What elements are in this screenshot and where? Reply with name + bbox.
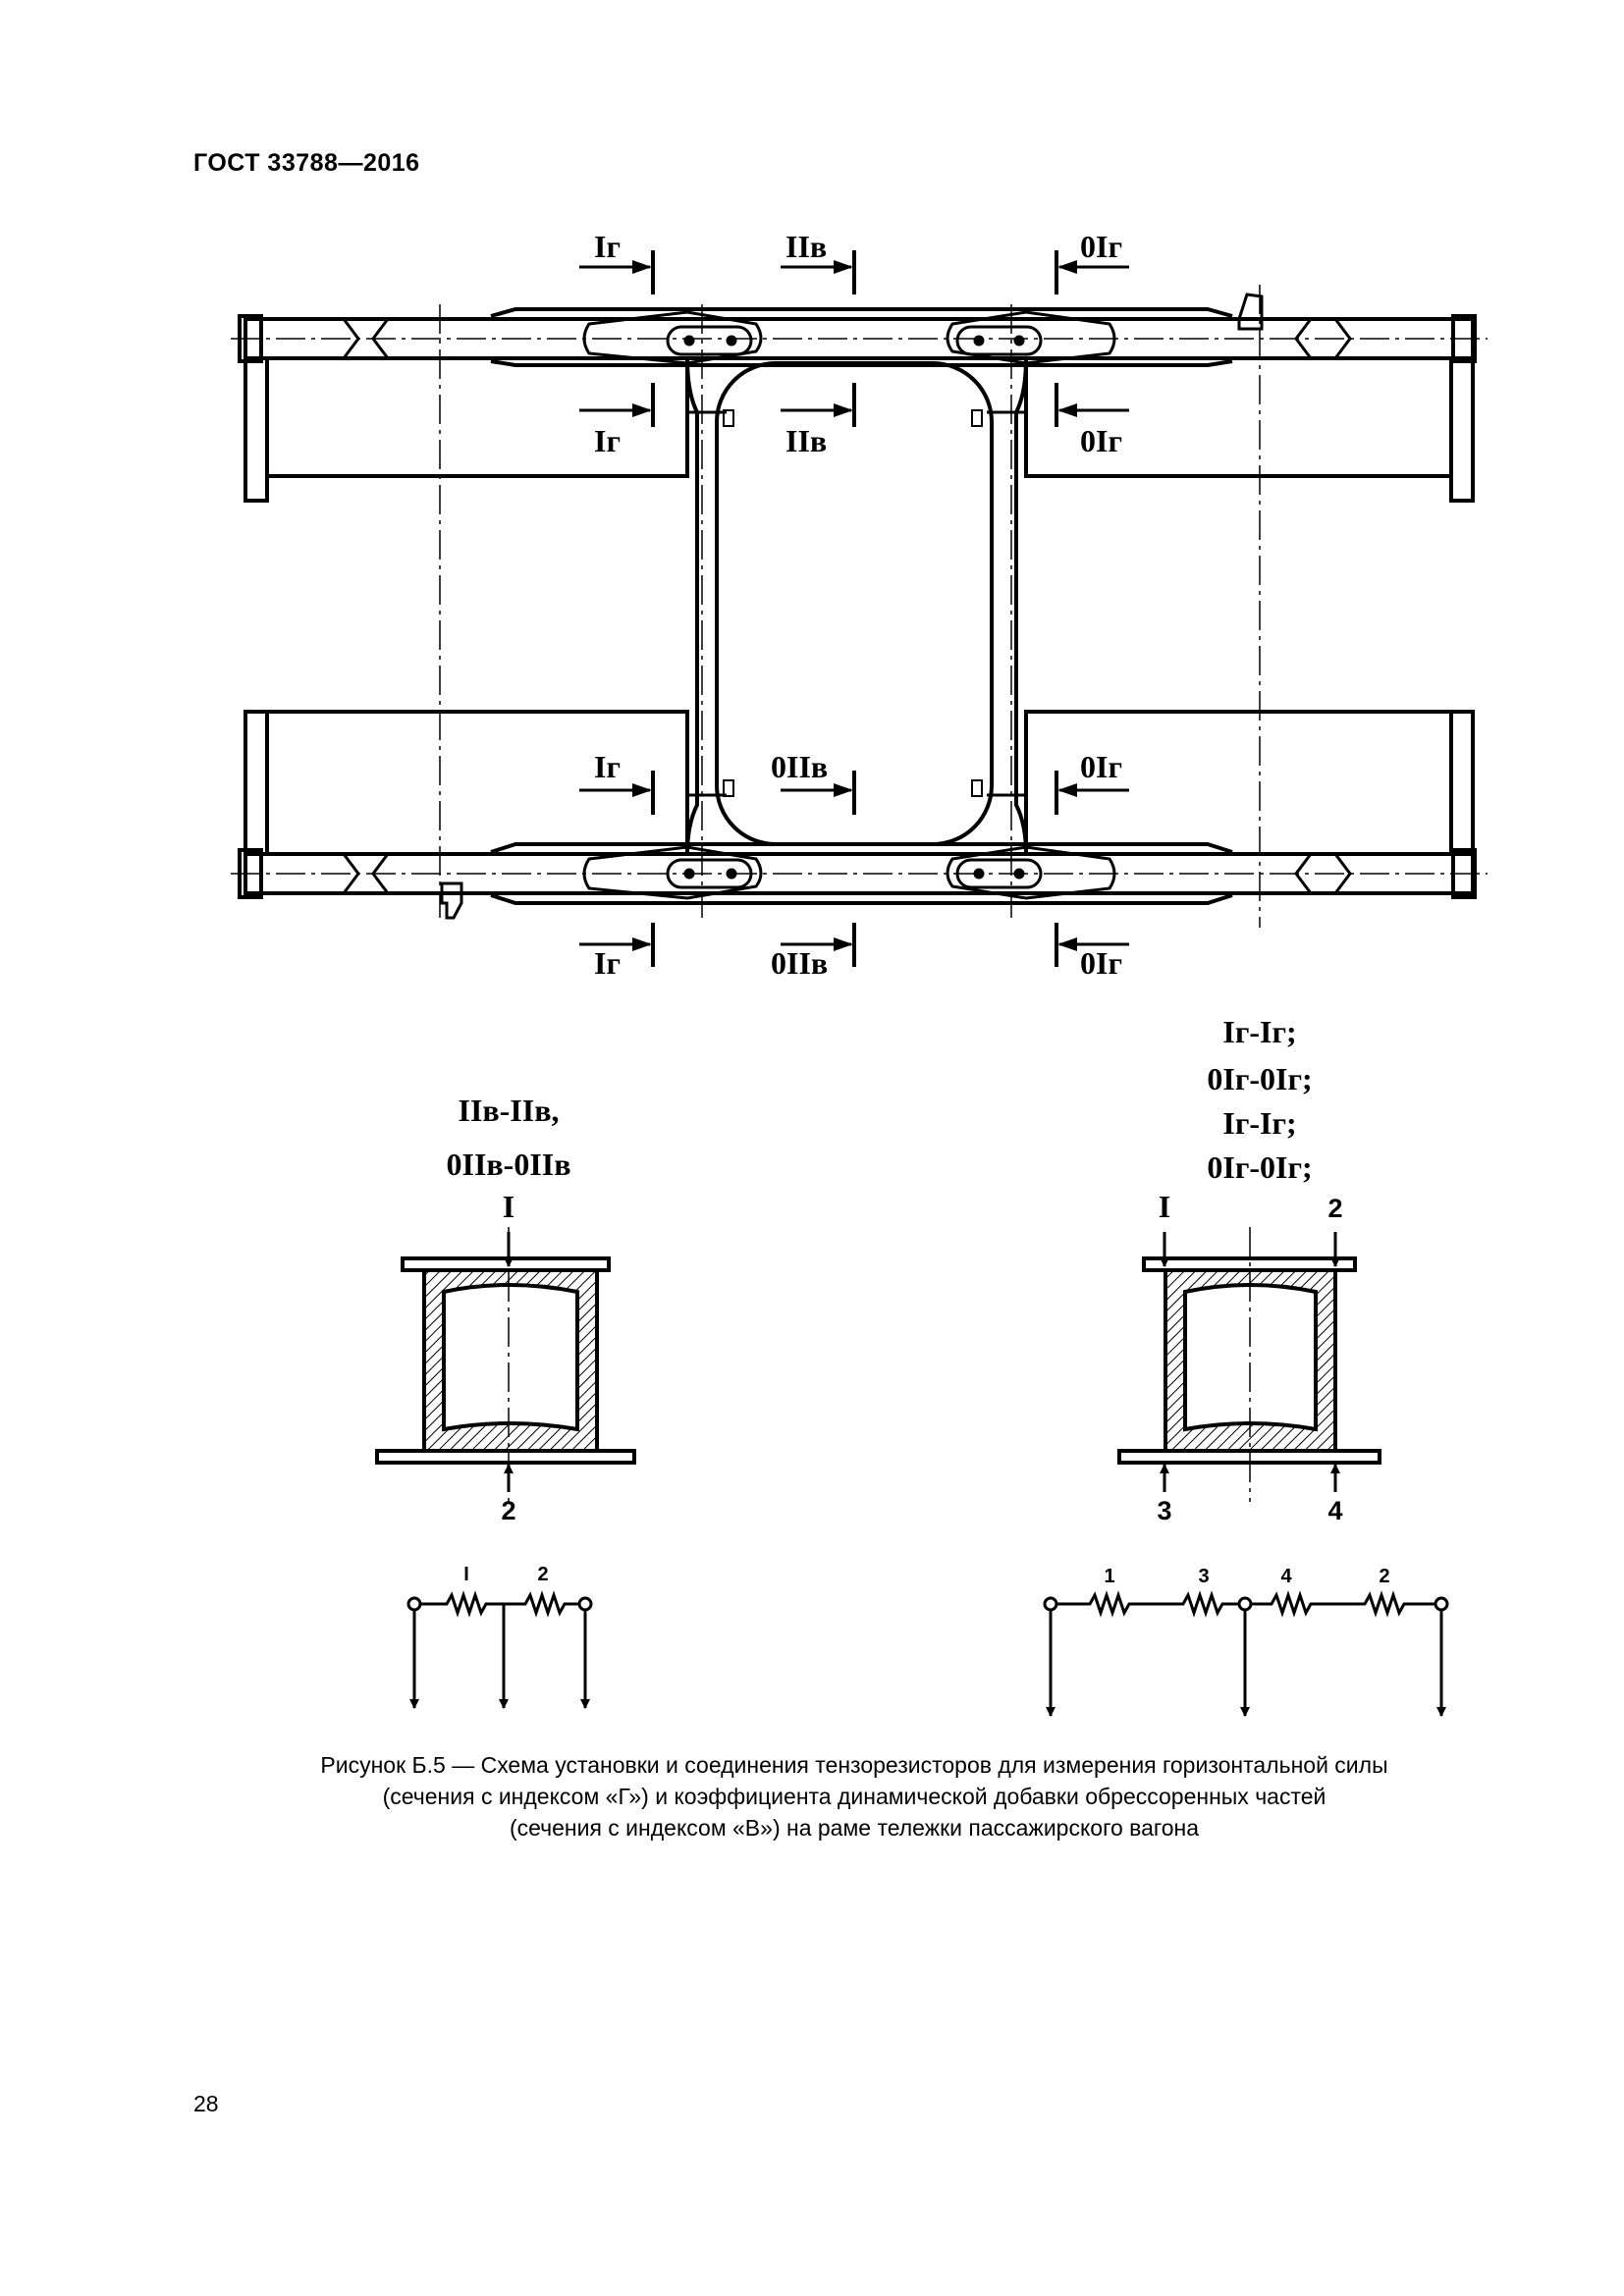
- label-ig-bottom-1: Iг: [594, 749, 621, 784]
- spring-cups: [584, 312, 1114, 898]
- caption-line-2: (сечения с индексом «Г») и коэффициента динамической добавки обрессоренных частей: [382, 1784, 1326, 1809]
- circuit-left-r1-label: I: [463, 1564, 469, 1585]
- label-oig-bottom-1: 0Iг: [1080, 749, 1122, 784]
- circuit-right-r1-label: 1: [1104, 1566, 1115, 1587]
- label-oig-top-2: 0Iг: [1080, 423, 1122, 458]
- circuit-right-r4-label: 2: [1379, 1566, 1390, 1587]
- section-right: [1119, 1014, 1380, 1525]
- circuit-right: [1045, 1566, 1447, 1716]
- gauge-brackets: [724, 410, 982, 796]
- section-right-title-3: Iг-Iг;: [1222, 1105, 1297, 1141]
- figure-caption: [147, 1749, 1561, 1843]
- circuit-left-r2-label: 2: [537, 1564, 549, 1585]
- section-right-gauge-top-left: I: [1158, 1189, 1171, 1224]
- section-left-title-1: IIв-IIв,: [458, 1093, 560, 1128]
- circuit-right-r2-label: 3: [1198, 1566, 1210, 1587]
- label-oiiv-bottom-1: 0IIв: [771, 749, 829, 784]
- label-ig-top-2: Iг: [594, 423, 621, 458]
- end-frames: [245, 358, 1473, 854]
- section-right-gauge-bottom-right: 4: [1327, 1496, 1343, 1525]
- upper-side-beam: [240, 294, 1475, 365]
- frame-section-labels: [594, 229, 1122, 981]
- label-oig-top-1: 0Iг: [1080, 229, 1122, 264]
- center-lines: [231, 285, 1488, 928]
- label-iiv-top-1: IIв: [785, 229, 828, 264]
- section-left-gauge-top: I: [502, 1189, 515, 1224]
- label-ig-bottom-2: Iг: [594, 945, 621, 981]
- label-ig-top-1: Iг: [594, 229, 621, 264]
- section-right-gauge-bottom-left: 3: [1157, 1496, 1172, 1525]
- caption-line-3: (сечения с индексом «В») на раме тележки пассажирского вагона: [509, 1815, 1200, 1841]
- section-right-title-4: 0Iг-0Iг;: [1207, 1149, 1313, 1185]
- section-right-title-1: Iг-Iг;: [1222, 1014, 1297, 1049]
- bogie-frame-plan: [231, 250, 1488, 967]
- circuit-left: [408, 1564, 591, 1708]
- section-right-gauge-top-right: 2: [1327, 1194, 1343, 1223]
- document-header: ГОСТ 33788—2016: [193, 149, 420, 177]
- label-oig-bottom-2: 0Iг: [1080, 945, 1122, 981]
- circuit-right-r3-label: 4: [1280, 1566, 1292, 1587]
- caption-line-1: Рисунок Б.5 — Схема установки и соединения тензорезисторов для измерения горизонтальной силы: [320, 1752, 1388, 1778]
- label-oiiv-bottom-2: 0IIв: [771, 945, 829, 981]
- label-iiv-top-2: IIв: [785, 423, 828, 458]
- section-left: [377, 1093, 634, 1525]
- section-left-title-2: 0IIв-0IIв: [446, 1147, 571, 1182]
- section-left-gauge-bottom: 2: [501, 1496, 516, 1525]
- page-number: 28: [193, 2091, 219, 2116]
- section-right-title-2: 0Iг-0Iг;: [1207, 1061, 1313, 1096]
